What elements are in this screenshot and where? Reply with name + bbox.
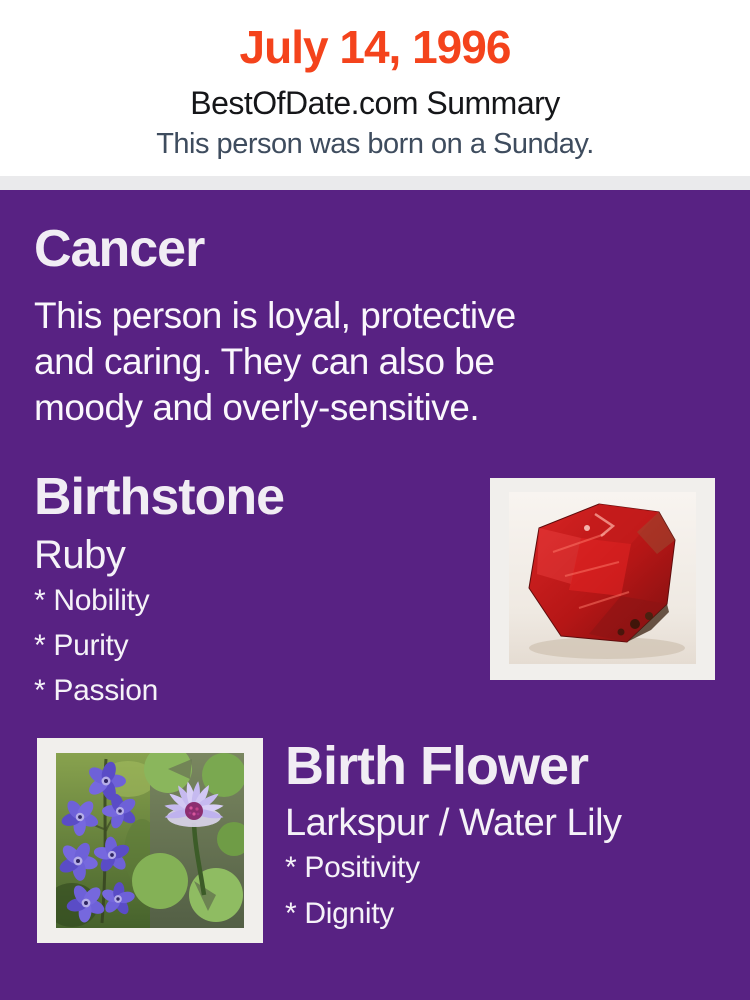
larkspur-water-lily-image xyxy=(56,753,244,928)
ruby-gemstone-image xyxy=(509,492,696,664)
birth-flower-trait: * Positivity xyxy=(285,851,420,884)
site-summary-title: BestOfDate.com Summary xyxy=(190,85,560,121)
birthstone-trait: * Passion xyxy=(34,674,159,707)
header xyxy=(0,0,750,176)
birth-flower-section-title: Birth Flower xyxy=(285,736,589,796)
birth-flower-trait-list xyxy=(285,852,420,944)
birthstone-trait: * Purity xyxy=(34,629,129,662)
page-title-date: July 14, 1996 xyxy=(239,21,511,73)
zodiac-description-line-2: and caring. They can also be xyxy=(34,341,495,382)
zodiac-description xyxy=(34,293,694,431)
zodiac-sign-title: Cancer xyxy=(34,220,205,278)
birth-flower-photo xyxy=(37,738,263,943)
details-panel xyxy=(0,190,750,1000)
birthstone-trait: * Nobility xyxy=(34,584,150,617)
birthstone-trait-list xyxy=(34,586,158,721)
born-day-line: This person was born on a Sunday. xyxy=(156,128,594,160)
birth-flower-trait: * Dignity xyxy=(285,897,395,930)
birthstone-section-title: Birthstone xyxy=(34,468,284,526)
birthstone-name: Ruby xyxy=(34,533,126,577)
zodiac-description-line-1: This person is loyal, protective xyxy=(34,295,516,336)
ruby-photo xyxy=(490,478,715,680)
birth-flower-name: Larkspur / Water Lily xyxy=(285,802,622,844)
divider-strip xyxy=(0,176,750,190)
zodiac-description-line-3: moody and overly-sensitive. xyxy=(34,387,480,428)
